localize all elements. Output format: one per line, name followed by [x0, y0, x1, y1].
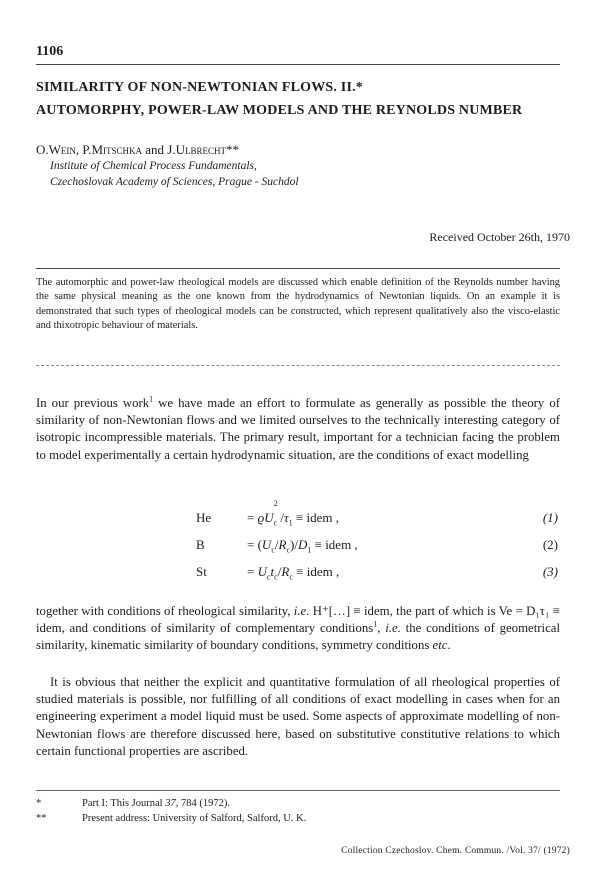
paragraph-2-text: ,	[377, 621, 386, 636]
title-line-2: AUTOMORPHY, POWER-LAW MODELS AND THE REYNOLDS NUMBER	[36, 103, 523, 118]
paragraph-1	[36, 395, 560, 464]
footnote-mark: **	[36, 813, 47, 824]
author-separator: and	[142, 142, 168, 157]
footnote-2	[36, 813, 306, 824]
equation-number: (2)	[542, 537, 558, 552]
equation-3	[0, 564, 600, 586]
footnote-rule	[36, 790, 560, 791]
affiliation-line-2: Czechoslovak Academy of Sciences, Prague - Suchdol	[50, 176, 299, 188]
page-number: 1106	[36, 44, 64, 59]
paragraph-2-italic: i.e.	[293, 604, 310, 618]
title-line-1: SIMILARITY OF NON-NEWTONIAN FLOWS. II.*	[36, 80, 363, 95]
equation-lhs: He	[196, 510, 212, 525]
header-rule	[36, 64, 560, 65]
author-3-footnote-mark: **	[226, 142, 239, 157]
paragraph-1-rest: we have made an effort to formulate as generally as possible the theory of similarity of non-Newtonian flows and we limited ourselves to the technically interesting category of isotropic incompressible materials. The primary result, important for a technician facing the problem to model experimentally a certain hydrodynamic situation, are the conditions of exact modelling	[36, 396, 560, 462]
equation-lhs: B	[196, 537, 205, 552]
paragraph-2-text: H⁺[…] ≡ idem, the part of which is Ve = D₁τ₁ ≡ idem, and conditions of similarity of complementary conditions	[36, 604, 560, 636]
equation-2	[0, 537, 600, 559]
author-1-initial: O.	[36, 142, 49, 157]
equation-rhs: = $U_ct_c/R_c$ ≡ idem ,	[247, 564, 340, 582]
equation-rhs: = ϱU 2 $_c$ $/\tau_1$ ≡ idem ,	[247, 499, 339, 528]
footnote-text: , 784 (1972).	[175, 798, 230, 809]
author-3-surname: Ulbrecht	[175, 142, 226, 157]
equation-1	[0, 499, 600, 532]
affiliation-line-1: Institute of Chemical Process Fundamentals,	[50, 160, 257, 172]
paragraph-2-italic: i.e.	[385, 621, 401, 636]
paragraph-2-italic: etc	[432, 638, 448, 653]
paragraph-1-start: In our previous work	[36, 396, 150, 410]
author-3-initial: J.	[167, 142, 176, 157]
author-separator: ,	[75, 142, 83, 157]
footnote-text: Present address: University of Salford, Salford, U. K.	[82, 813, 307, 824]
paragraph-2-text: the conditions of geometrical similarity, kinematic similarity of boundary conditions, symmetry conditions	[36, 621, 561, 653]
journal-footer: Collection Czechoslov. Chem. Commun. /Vol. 37/ (1972)	[341, 846, 570, 856]
paragraph-2	[36, 603, 560, 655]
paragraph-3: It is obvious that neither the explicit and quantitative formulation of all rheological properties of studied materials is possible, nor fulfilling of all conditions of exact modelling in cases when for an engineering experiment a model liquid must be used. Some aspects of approximate modelling of non-Newtonian flows are therefore discussed here, based on substitutive constitutive relations to which certain functional properties are ascribed.	[36, 675, 560, 758]
equation-rhs: = $(U_c/R_c)/D_1$ ≡ idem ,	[247, 537, 358, 555]
footnote-1	[36, 798, 230, 809]
abstract-bottom-rule	[36, 365, 560, 366]
footnote-volume: 37	[165, 798, 176, 809]
author-2-surname: Mitschka	[91, 142, 143, 157]
authors	[36, 142, 239, 158]
paragraph-2-text: together with conditions of rheological similarity,	[36, 604, 294, 618]
received-date: Received October 26th, 1970	[429, 230, 570, 244]
equation-lhs: St	[196, 564, 207, 579]
abstract-top-rule	[36, 268, 560, 269]
equation-number: (1)	[542, 510, 558, 525]
abstract: The automorphic and power-law rheological models are discussed which enable definition of the Reynolds number having the same physical meaning as the one known from the hydrodynamics of Newtonian liquids. On an example it is demonstrated that such types of rheological models can be constructed, which represent qualitatively also the visco-elastic and thixotropic behaviour of materials.	[36, 277, 560, 332]
reference-mark: 1	[149, 394, 154, 404]
author-2-initial: P.	[82, 142, 92, 157]
reference-mark: 1	[373, 619, 378, 629]
author-1-surname: Wein	[48, 142, 76, 157]
footnote-text: Part I: This Journal	[82, 798, 166, 809]
footnote-mark: *	[36, 798, 42, 809]
paragraph-2-text: .	[447, 638, 451, 653]
equation-number: (3)	[542, 564, 558, 579]
